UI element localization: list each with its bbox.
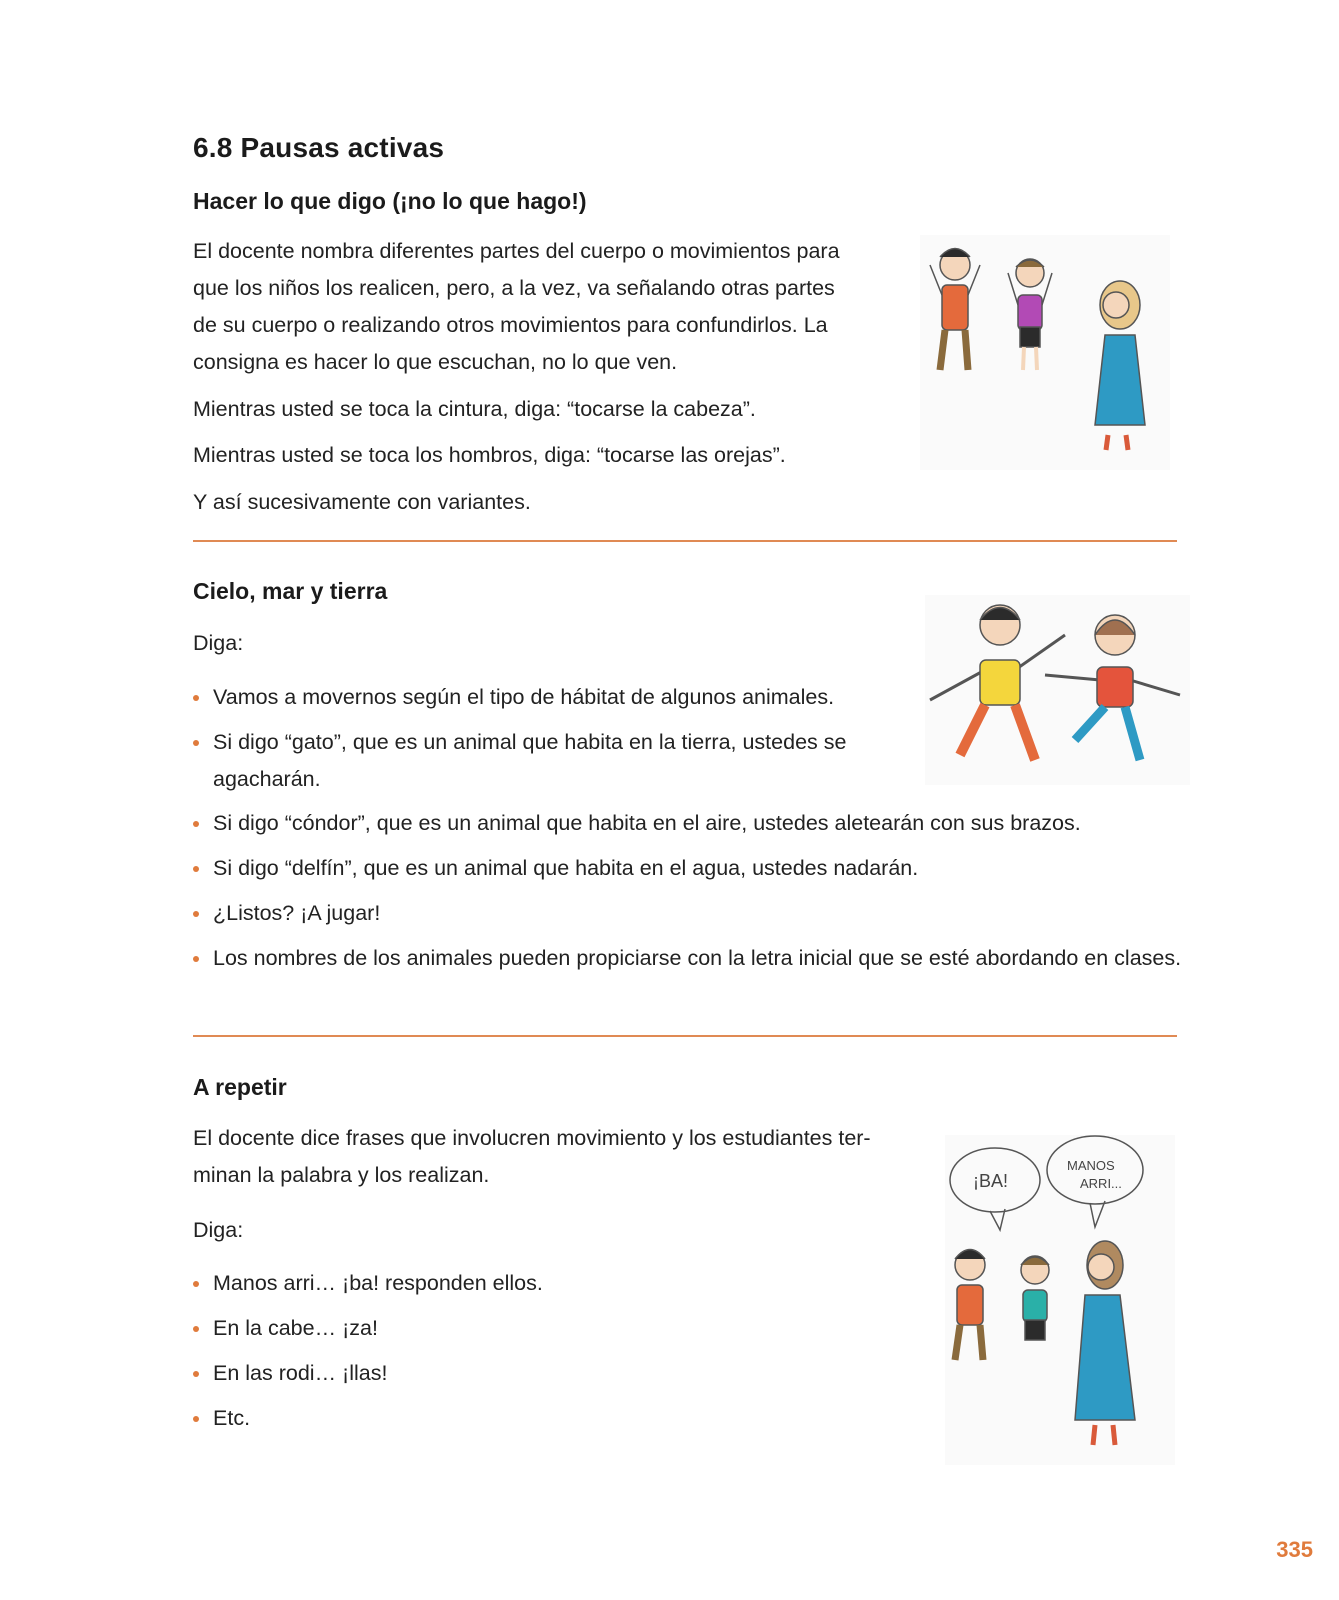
block3-paragraph-line: El docente dice frases que involucren movimiento y los estudiantes ter-: [193, 1126, 871, 1150]
block3-paragraph: [193, 1120, 933, 1194]
block1-paragraph: [193, 233, 903, 381]
list-item-text: Si digo “cóndor”, que es un animal que habita en el aire, ustedes aletearán con sus brazos.: [213, 811, 1081, 835]
bullet-dot: [193, 821, 199, 827]
teacher-figure: [1095, 281, 1145, 450]
list-item-text: Manos arri… ¡ba! responden ellos.: [213, 1271, 543, 1295]
block1-line-variants: Y así sucesivamente con variantes.: [193, 490, 531, 514]
list-item: [193, 805, 1183, 842]
block3-intro: Diga:: [193, 1218, 244, 1242]
section-divider: [193, 540, 1177, 542]
illustration-speech-bubbles: [945, 1135, 1175, 1465]
list-item: [193, 940, 1183, 977]
list-item-text: Vamos a movernos según el tipo de hábitat de algunos animales.: [213, 685, 835, 709]
block1-paragraph-line: El docente nombra diferentes partes del cuerpo o movimientos para: [193, 239, 840, 263]
list-item-text: En la cabe… ¡za!: [213, 1316, 378, 1340]
list-item-text: ¿Listos? ¡A jugar!: [213, 901, 381, 925]
bullet-dot: [193, 866, 199, 872]
list-item: [193, 895, 1183, 932]
bullet-dot: [193, 1416, 199, 1422]
list-item: [193, 1355, 893, 1392]
bullet-dot: [193, 1281, 199, 1287]
list-item: [193, 1265, 893, 1302]
section-divider: [193, 1035, 1177, 1037]
block1-paragraph-line: consigna es hacer lo que escuchan, no lo que ven.: [193, 350, 678, 374]
block2-heading: Cielo, mar y tierra: [193, 578, 388, 604]
speech-bubble-right-text: MANOS: [1067, 1158, 1115, 1173]
block2-bullet-list: [193, 805, 1183, 977]
block1-line-waist: Mientras usted se toca la cintura, diga: “tocarse la cabeza”.: [193, 397, 756, 421]
block1-paragraph-line: que los niños los realicen, pero, a la vez, va señalando otras partes: [193, 276, 835, 300]
list-item-text: Si digo “delfín”, que es un animal que habita en el agua, ustedes nadarán.: [213, 856, 919, 880]
list-item-text: En las rodi… ¡llas!: [213, 1361, 388, 1385]
list-item: [193, 1310, 893, 1347]
block3-bullet-list: [193, 1265, 893, 1437]
speech-bubble-right-text: ARRI...: [1080, 1176, 1122, 1191]
section-title: 6.8 Pausas activas: [193, 132, 445, 163]
illustration-children-moving: [925, 595, 1190, 785]
block1-paragraph-line: de su cuerpo o realizando otros movimientos para confundirlos. La: [193, 313, 828, 337]
block1-line-shoulders: Mientras usted se toca los hombros, diga: “tocarse las orejas”.: [193, 443, 786, 467]
bullet-dot: [193, 740, 199, 746]
bullet-dot: [193, 956, 199, 962]
block3-heading: A repetir: [193, 1074, 287, 1100]
list-item: [193, 850, 1183, 887]
block1-heading: Hacer lo que digo (¡no lo que hago!): [193, 188, 587, 214]
illustration-teacher-and-children: [920, 235, 1170, 470]
list-item-text: Si digo “gato”, que es un animal que habita en la tierra, ustedes se agacharán.: [213, 730, 847, 791]
list-item: [193, 1400, 893, 1437]
list-item-text: Etc.: [213, 1406, 251, 1430]
page-number: 335: [1276, 1537, 1313, 1562]
bullet-dot: [193, 911, 199, 917]
list-item: [193, 724, 893, 798]
bullet-dot: [193, 1326, 199, 1332]
block2-bullet-list: [193, 679, 893, 716]
list-item: [193, 679, 893, 716]
bullet-dot: [193, 695, 199, 701]
list-item-text: Los nombres de los animales pueden propiciarse con la letra inicial que se esté abordando en clases.: [213, 946, 1182, 970]
block2-intro: Diga:: [193, 631, 244, 655]
bullet-dot: [193, 1371, 199, 1377]
block3-paragraph-line: minan la palabra y los realizan.: [193, 1163, 490, 1187]
child-figure: [1021, 1256, 1049, 1340]
speech-bubble-left-text: ¡BA!: [973, 1171, 1009, 1191]
block2-bullet-list: [193, 724, 893, 798]
